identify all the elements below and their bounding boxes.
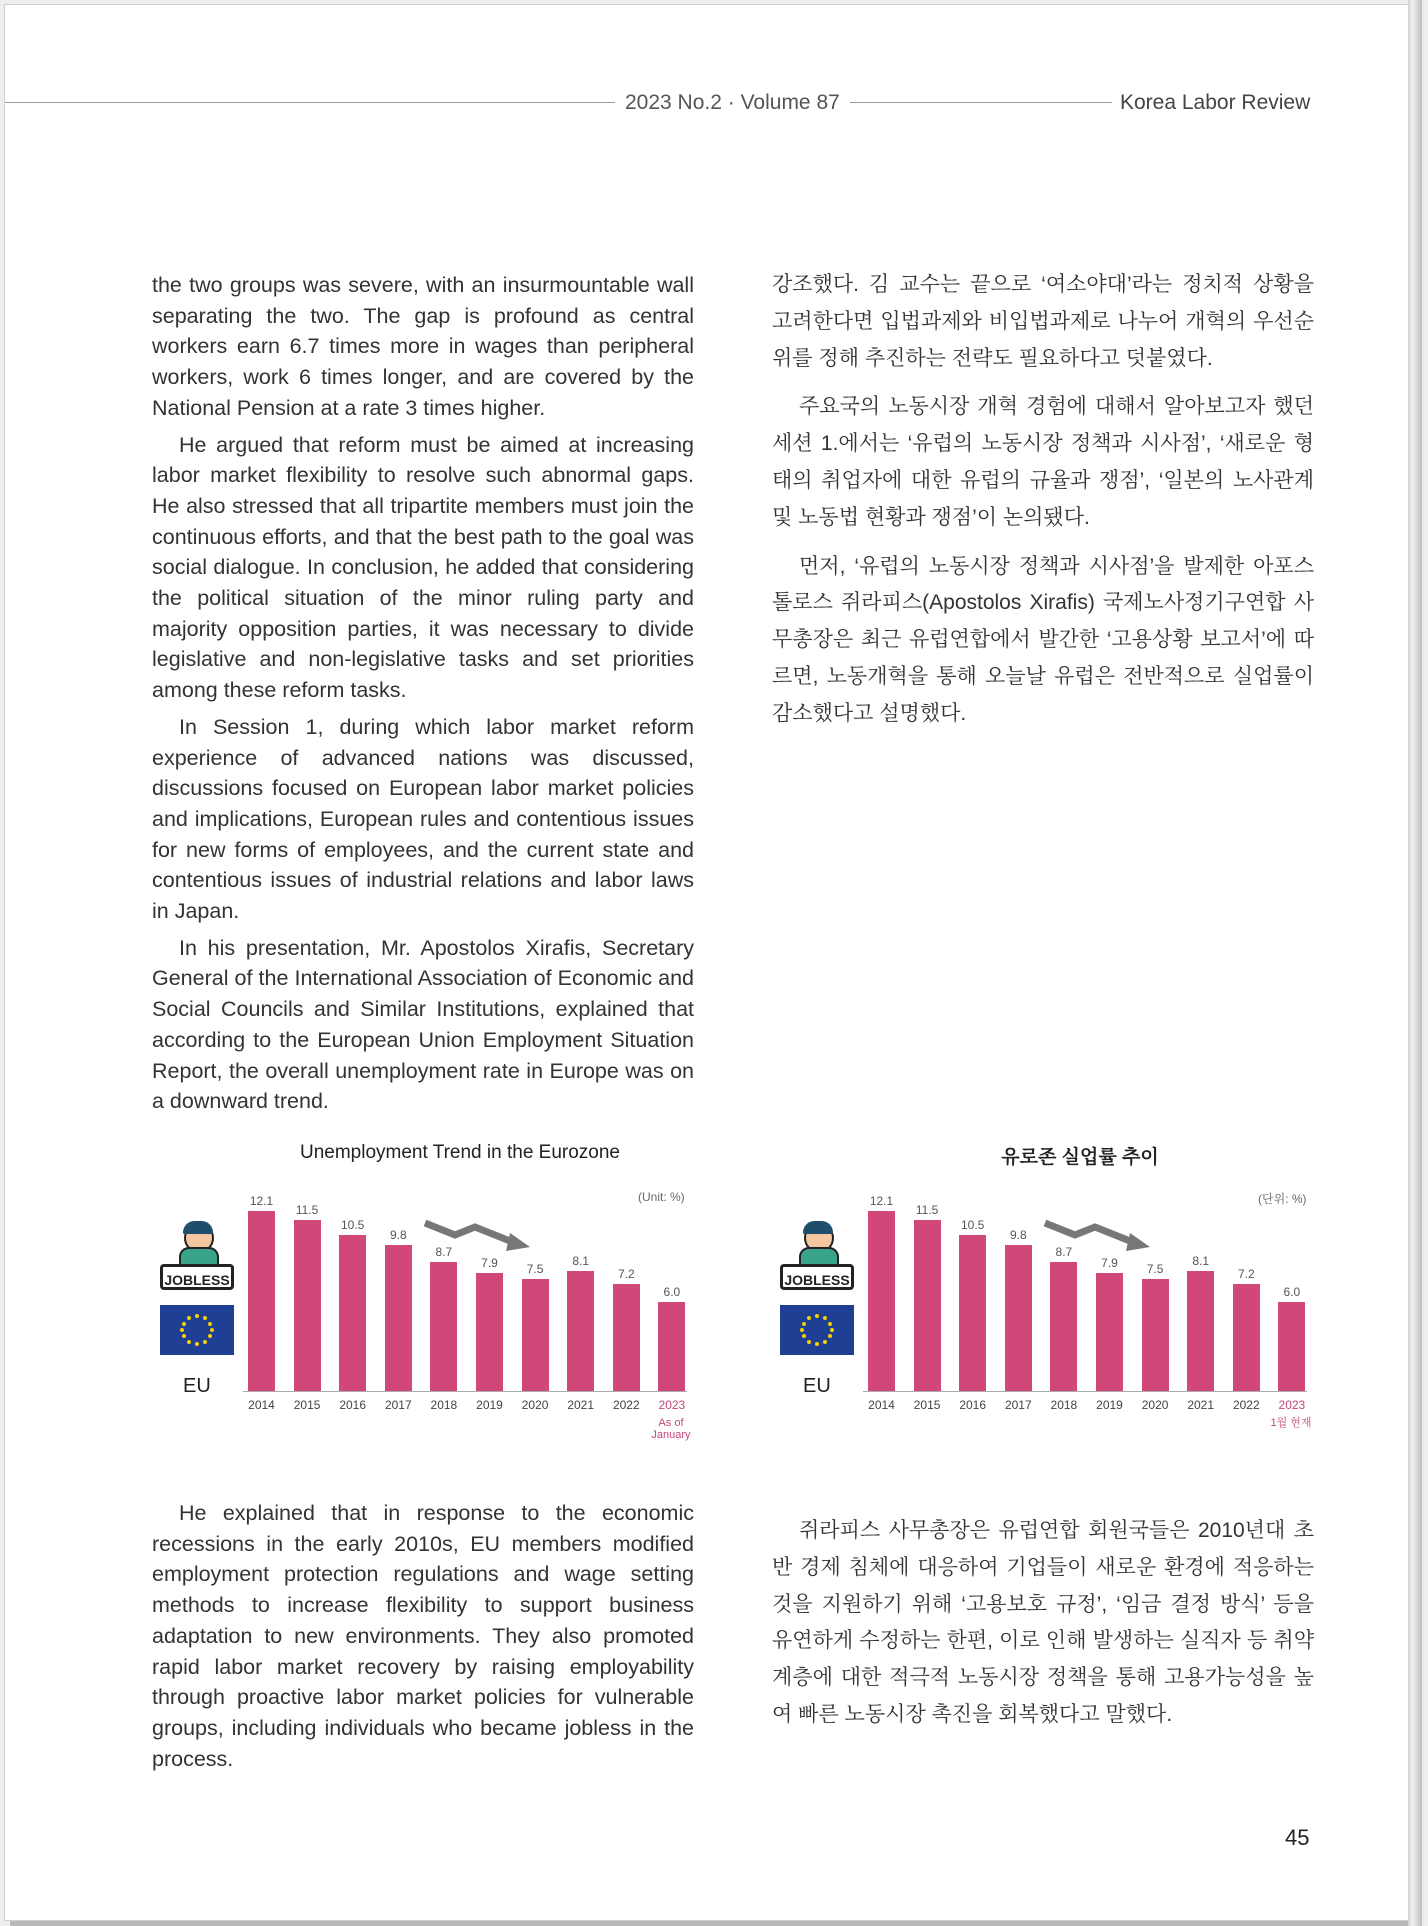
- eu-stars-icon: [160, 1305, 234, 1355]
- jobless-person-icon: [177, 1223, 217, 1263]
- bar-2015: [914, 1220, 941, 1391]
- bar-2020: [522, 1279, 549, 1391]
- value-label: 7.2: [617, 1266, 635, 1281]
- value-label: 10.5: [341, 1217, 365, 1232]
- value-label: 10.5: [961, 1217, 985, 1232]
- region-label: EU: [183, 1375, 211, 1397]
- paragraph: He explained that in response to the economic recessions in the early 2010s, EU members modified employment protection regulations and wage setting methods to increase flexibility to support business adaptation to new environments. They also promoted rapid labor market recovery by raising employability through proactive labor market policies for vulnerable groups, including individuals who became jobless in the process.: [152, 1501, 694, 1771]
- eu-flag-icon: [780, 1305, 854, 1355]
- jobless-sign: JOBLESS: [160, 1264, 234, 1290]
- chart-title: Unemployment Trend in the Eurozone: [299, 1142, 620, 1163]
- bar-2018: [430, 1262, 457, 1391]
- last-year-note: 1월 현재: [1270, 1417, 1312, 1429]
- year-tick-label: 2021: [567, 1398, 595, 1412]
- value-label: 11.5: [295, 1202, 319, 1217]
- year-tick-label: 2019: [1096, 1398, 1123, 1412]
- paragraph: 쥐라피스 사무총장은 유럽연합 회원국들은 2010년대 초반 경제 침체에 대응하여 기업들이 새로운 환경에 적응하는 것을 지원하기 위해 ‘고용보호 규정’, ‘임금 결정 방식’ 등을 유연하게 수정하는 한편, 이로 인해 발생하는 실직자 등 취약계층에 대한 적극적 노동시장 정책을 통해 고용가능성을 높여 빠른 노동시장 촉진을 회복했다고 말했다.: [772, 1519, 1314, 1726]
- year-tick-label: 2015: [293, 1398, 321, 1412]
- year-tick-label: 2020: [521, 1398, 549, 1412]
- korean-column-bottom: [772, 1513, 1314, 1746]
- value-label: 11.5: [915, 1202, 939, 1217]
- bar-2014: [868, 1211, 895, 1391]
- value-label: 7.2: [1237, 1266, 1255, 1281]
- year-tick-label: 2023: [1278, 1398, 1306, 1412]
- bar-2016: [959, 1235, 986, 1391]
- chart-unit: (Unit: %): [638, 1190, 685, 1204]
- magazine-page: [4, 4, 1411, 1921]
- downtrend-arrow-icon: [1040, 1215, 1155, 1255]
- paragraph: 먼저, ‘유럽의 노동시장 정책과 시사점’을 발제한 아포스톨로스 쥐라피스(Apostolos Xirafis) 국제노사정기구연합 사무총장은 최근 유럽연합에서 발간한 ‘고용상황 보고서’에 따르면, 노동개혁을 통해 오늘날 유럽은 전반적으로 실업률이 감소했다고 설명했다.: [772, 554, 1314, 725]
- bar-2014: [248, 1211, 275, 1391]
- bar-2016: [339, 1235, 366, 1391]
- year-tick-label: 2016: [959, 1398, 987, 1412]
- year-tick-label: 2019: [476, 1398, 503, 1412]
- year-tick-label: 2018: [1050, 1398, 1078, 1412]
- last-year-note: As of January: [651, 1417, 691, 1441]
- bar-2021: [567, 1271, 594, 1391]
- issue-label: 2023 No.2 · Volume 87: [625, 91, 840, 114]
- value-label: 8.7: [435, 1244, 453, 1259]
- year-tick-label: 2017: [1004, 1398, 1032, 1412]
- year-tick-label: 2022: [612, 1398, 640, 1412]
- year-tick-label: 2020: [1141, 1398, 1169, 1412]
- year-tick-label: 2015: [913, 1398, 941, 1412]
- value-label: 9.8: [1009, 1228, 1027, 1243]
- bar-2018: [1050, 1262, 1077, 1391]
- english-column-top: [152, 270, 694, 1123]
- year-tick-label: 2014: [868, 1398, 895, 1412]
- x-axis: [243, 1391, 687, 1392]
- year-tick-label: 2022: [1232, 1398, 1260, 1412]
- year-tick-label: 2014: [248, 1398, 275, 1412]
- jobless-sign: JOBLESS: [780, 1264, 854, 1290]
- paragraph: 강조했다. 김 교수는 끝으로 ‘여소야대’라는 정치적 상황을 고려한다면 입법과제와 비입법과제로 나누어 개혁의 우선순위를 정해 추진하는 전략도 필요하다고 덧붙였다.: [772, 273, 1314, 370]
- year-tick-label: 2023: [658, 1398, 686, 1412]
- year-tick-label: 2018: [430, 1398, 458, 1412]
- paragraph: the two groups was severe, with an insurmountable wall separating the two. The gap is profound as central workers earn 6.7 times more in wages than peripheral workers, work 6 times longer, and are covered by the National Pension at a rate 3 times higher.: [152, 273, 694, 420]
- bar-2015: [294, 1220, 321, 1391]
- value-label: 12.1: [249, 1194, 274, 1208]
- paragraph: He argued that reform must be aimed at increasing labor market flexibility to resolve such abnormal gaps. He also stressed that all tripartite members must join the continuous efforts, and that the best path to the goal was social dialogue. In conclusion, he added that considering the political situation of the minor ruling party and majority opposition parties, it was necessary to divide legislative and non-legislative tasks and set priorities among these reform tasks.: [152, 432, 694, 703]
- eu-flag-icon: [160, 1305, 234, 1355]
- page-number: 45: [1285, 1825, 1310, 1850]
- value-label: 7.5: [526, 1262, 544, 1277]
- journal-title: Korea Labor Review: [1120, 91, 1311, 114]
- eu-stars-icon: [780, 1305, 854, 1355]
- value-label: 7.5: [1146, 1262, 1164, 1277]
- year-tick-label: 2017: [384, 1398, 412, 1412]
- value-label: 9.8: [389, 1228, 407, 1243]
- value-label: 8.7: [1055, 1244, 1073, 1259]
- bar-2019: [1096, 1273, 1123, 1391]
- bar-2023: [658, 1302, 685, 1391]
- value-label: 6.0: [663, 1284, 681, 1299]
- header-rule-left: [5, 102, 615, 103]
- korean-column-top: [772, 267, 1314, 745]
- value-label: 12.1: [869, 1194, 894, 1208]
- value-label: 7.9: [1101, 1256, 1118, 1271]
- downtrend-arrow-icon: [420, 1215, 535, 1255]
- bar-2019: [476, 1273, 503, 1391]
- header-rule-right: [850, 102, 1112, 103]
- paragraph: 주요국의 노동시장 개혁 경험에 대해서 알아보고자 했던 세션 1.에서는 ‘유럽의 노동시장 정책과 시사점’, ‘새로운 형태의 취업자에 대한 유럽의 규율과 쟁점’, ‘일본의 노사관계 및 노동법 현황과 쟁점’이 논의됐다.: [772, 395, 1314, 529]
- bar-2017: [385, 1245, 412, 1391]
- year-tick-label: 2021: [1187, 1398, 1215, 1412]
- bar-2021: [1187, 1271, 1214, 1391]
- page-edge: [1408, 0, 1422, 1926]
- value-label: 6.0: [1283, 1284, 1301, 1299]
- x-axis: [863, 1391, 1307, 1392]
- chart-title: 유로존 실업률 추이: [1001, 1147, 1159, 1168]
- english-column-bottom: [152, 1498, 694, 1780]
- paragraph: In his presentation, Mr. Apostolos Xirafis, Secretary General of the International Association of Economic and Social Councils and Similar Institutions, explained that according to the European Union Employment Situation Report, the overall unemployment rate in Europe was on a downward trend.: [152, 935, 694, 1114]
- bar-2022: [613, 1284, 640, 1391]
- bar-2017: [1005, 1245, 1032, 1391]
- bar-2022: [1233, 1284, 1260, 1391]
- paragraph: In Session 1, during which labor market reform experience of advanced nations was discussed, discussions focused on European labor market policies and implications, European rules and contentious issues for new forms of employees, and the current state and contentious issues of industrial relations and labor laws in Japan.: [152, 714, 694, 924]
- jobless-person-icon: [797, 1223, 837, 1263]
- value-label: 7.9: [481, 1256, 498, 1271]
- value-label: 8.1: [1192, 1253, 1210, 1268]
- value-label: 8.1: [572, 1253, 590, 1268]
- region-label: EU: [803, 1375, 831, 1397]
- bar-2023: [1278, 1302, 1305, 1391]
- year-tick-label: 2016: [339, 1398, 367, 1412]
- bar-2020: [1142, 1279, 1169, 1391]
- chart-unit: (단위: %): [1258, 1192, 1307, 1206]
